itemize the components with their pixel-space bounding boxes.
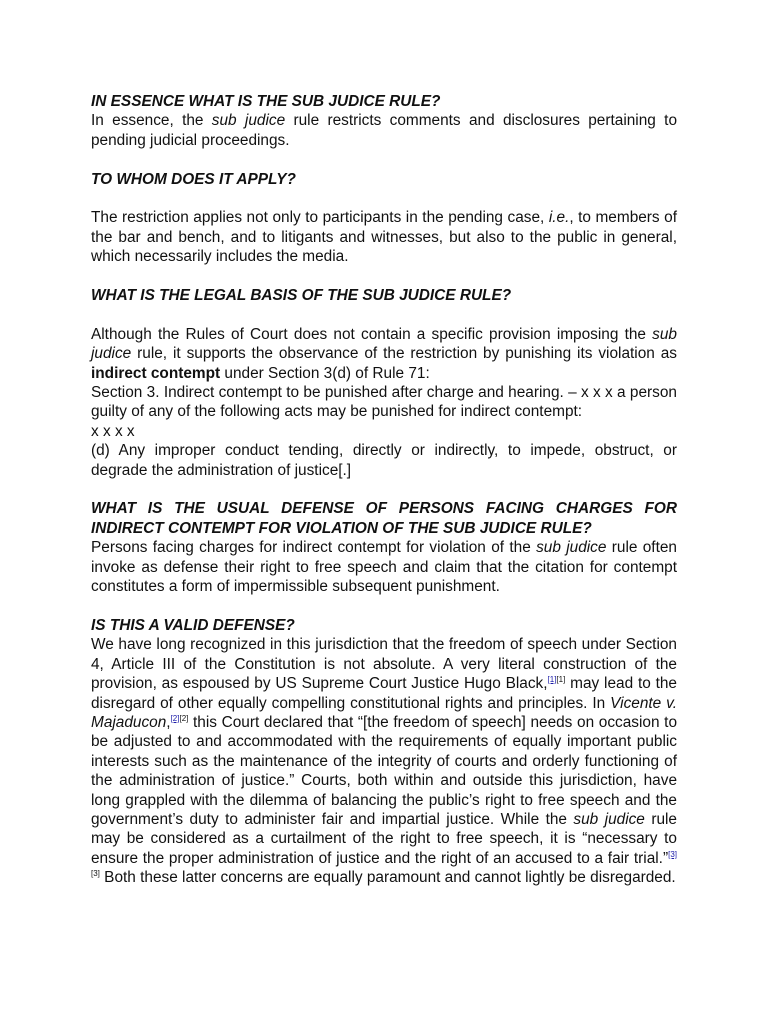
spacer xyxy=(91,267,677,286)
paragraph-usual-defense xyxy=(91,538,677,596)
spacer xyxy=(91,596,677,615)
italic-term: i.e. xyxy=(548,209,570,227)
text-run: Persons facing charges for indirect contempt for violation of the xyxy=(91,539,537,557)
italic-term: sub judice xyxy=(211,112,286,130)
footnote-1 xyxy=(548,675,566,684)
text-run: rule, it supports the observance of the restriction by punishing its violation as xyxy=(131,345,677,363)
text-run: may lead to the disregard of other equally compelling constitutional rights and principles. In xyxy=(91,675,677,712)
bold-term: indirect contempt xyxy=(91,364,221,382)
text-run: The restriction applies not only to participants in the pending case, xyxy=(91,209,549,227)
spacer xyxy=(91,150,677,169)
paragraph-section-3: Section 3. Indirect contempt to be punished after charge and hearing. – x x x a person guilty of any of the following acts may be punished for indirect contempt: xyxy=(91,384,677,421)
footnote-2-link[interactable]: [2] xyxy=(170,713,180,723)
footnote-1-link[interactable]: [1] xyxy=(547,675,557,685)
paragraph-clause-d: (d) Any improper conduct tending, directly or indirectly, to impede, obstruct, or degrade the administration of justice[.] xyxy=(91,442,677,479)
heading-legal-basis: WHAT IS THE LEGAL BASIS OF THE SUB JUDICE RULE? xyxy=(91,287,512,305)
heading-whom: TO WHOM DOES IT APPLY? xyxy=(91,170,296,188)
spacer xyxy=(91,189,677,208)
text-run: , xyxy=(166,713,171,731)
text-run: rule restricts comments and disclosures pertaining to pending judicial proceedings. xyxy=(91,112,677,149)
heading-valid-defense: IS THIS A VALID DEFENSE? xyxy=(91,616,295,634)
text-run: rule may be considered as a curtailment of the right to free speech, it is “necessary to ensure the proper administration of justice and the right of an accused to a fair trial.” xyxy=(91,810,677,867)
text-run: under Section 3(d) of Rule 71: xyxy=(220,364,430,382)
text-run: Both these latter concerns are equally paramount and cannot lightly be disregarded. xyxy=(99,869,676,887)
paragraph-ellipsis: x x x x xyxy=(91,422,135,440)
paragraph-legal-basis xyxy=(91,325,677,383)
footnote-2-marker: [2] xyxy=(179,713,189,723)
italic-term: sub judice xyxy=(536,539,607,557)
text-run: In essence, the xyxy=(91,112,212,130)
heading-essence: IN ESSENCE WHAT IS THE SUB JUDICE RULE? xyxy=(91,93,441,110)
italic-term: sub judice xyxy=(573,810,645,828)
spacer xyxy=(91,480,677,499)
footnote-1-marker: [1] xyxy=(556,675,566,685)
spacer xyxy=(91,305,677,324)
paragraph-essence xyxy=(91,111,677,150)
text-run: Although the Rules of Court does not contain a specific provision imposing the xyxy=(91,325,653,343)
case-name: Vicente v. Majaducon xyxy=(91,694,678,731)
footnote-3-marker: [3] xyxy=(91,869,100,879)
italic-term: sub judice xyxy=(91,325,677,363)
heading-usual-defense: WHAT IS THE USUAL DEFENSE OF PERSONS FACING CHARGES FOR INDIRECT CONTEMPT FOR VIOLATION OF THE SUB JUDICE RULE? xyxy=(91,500,677,537)
footnote-3-link[interactable]: [3] xyxy=(668,849,677,859)
text-run: We have long recognized in this jurisdiction that the freedom of speech under Section 4, Article III of the Constitution is not absolute. A very literal construction of the provision, as espoused by US Supreme Court Justice Hugo Black, xyxy=(91,636,677,693)
text-run: , to members of the bar and bench, and to litigants and witnesses, but also to the public in general, which necessarily includes the media. xyxy=(91,209,677,266)
paragraph-valid-defense xyxy=(91,635,677,887)
text-run: this Court declared that “[the freedom of speech] needs on occasion to be adjusted to and accommodated with the requirements of equally important public interests such as the maintenance of the integrity of courts and orderly functioning of the administration of justice.” Courts, both within and outside this jurisdiction, have long grappled with the dilemma of balancing the public’s right to free speech and the government’s duty to administer fair and impartial justice. While the xyxy=(91,713,677,828)
footnote-2 xyxy=(171,714,189,723)
paragraph-whom xyxy=(91,208,677,266)
text-run: rule often invoke as defense their right to free speech and claim that the citation for contempt constitutes a form of impermissible subsequent punishment. xyxy=(91,539,677,596)
